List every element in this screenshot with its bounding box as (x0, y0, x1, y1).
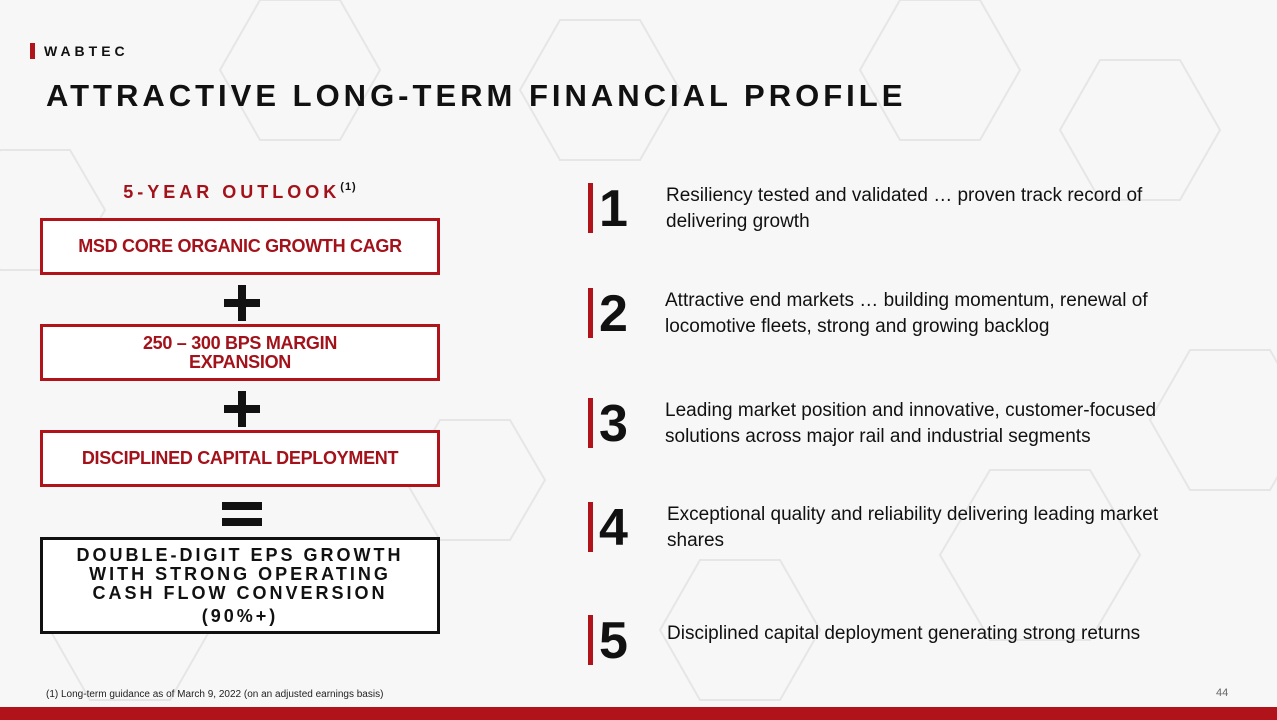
outlook-box-label: MSD CORE ORGANIC GROWTH CAGR (78, 236, 402, 256)
item-text (667, 502, 1227, 554)
item-text-line: shares (667, 530, 725, 551)
equals-icon (222, 500, 262, 530)
footnote: (1) Long-term guidance as of March 9, 2022 (on an adjusted earnings basis) (46, 689, 384, 700)
item-text-line: delivering growth (666, 211, 810, 232)
outlook-box-margin-expansion (40, 324, 440, 381)
item-text (666, 183, 1226, 235)
outlook-heading-text: 5-YEAR OUTLOOK (123, 182, 341, 202)
item-text (665, 288, 1225, 340)
item-number: 2 (599, 285, 628, 343)
result-line: CASH FLOW CONVERSION (92, 582, 388, 603)
page-title: ATTRACTIVE LONG-TERM FINANCIAL PROFILE (46, 78, 907, 113)
outlook-box-label: DISCIPLINED CAPITAL DEPLOYMENT (81, 448, 399, 468)
item-number: 1 (599, 180, 628, 238)
item-text (665, 398, 1225, 450)
item-number: 4 (599, 499, 628, 557)
item-accent-bar (588, 398, 593, 448)
item-text-line: solutions across major rail and industrial segments (665, 426, 1091, 447)
item-text-line: Exceptional quality and reliability delivering leading market (667, 504, 1159, 525)
outlook-heading (40, 181, 440, 203)
brand-name: WABTEC (44, 43, 129, 59)
outlook-footnote-marker: (1) (340, 181, 357, 193)
item-text-line: Leading market position and innovative, customer-focused (665, 400, 1157, 421)
item-text-line: Attractive end markets … building momentum, renewal of (665, 290, 1148, 311)
outlook-box-label-line: 250 – 300 BPS MARGIN (142, 332, 338, 353)
outlook-result-box (40, 537, 440, 634)
item-text-line: Resiliency tested and validated … proven track record of (666, 185, 1143, 206)
outlook-box-capital-deployment (40, 430, 440, 487)
result-line: DOUBLE-DIGIT EPS GROWTH (76, 544, 404, 565)
item-accent-bar (588, 183, 593, 233)
item-number: 5 (599, 612, 628, 670)
item-number: 3 (599, 395, 628, 453)
brand-accent-bar (30, 43, 35, 59)
plus-icon (222, 389, 262, 429)
item-accent-bar (588, 502, 593, 552)
item-text (667, 621, 1227, 647)
result-line: (90%+) (201, 605, 279, 626)
brand-logo (30, 42, 129, 60)
item-accent-bar (588, 615, 593, 665)
bottom-accent-bar (0, 707, 1277, 720)
outlook-box-label-line: EXPANSION (189, 351, 291, 372)
item-text-line: locomotive fleets, strong and growing backlog (665, 316, 1050, 337)
item-accent-bar (588, 288, 593, 338)
result-line: WITH STRONG OPERATING (89, 563, 391, 584)
page-number: 44 (1216, 687, 1229, 699)
item-text-line: Disciplined capital deployment generating strong returns (667, 623, 1141, 644)
plus-icon (222, 283, 262, 323)
outlook-box-organic-growth (40, 218, 440, 275)
